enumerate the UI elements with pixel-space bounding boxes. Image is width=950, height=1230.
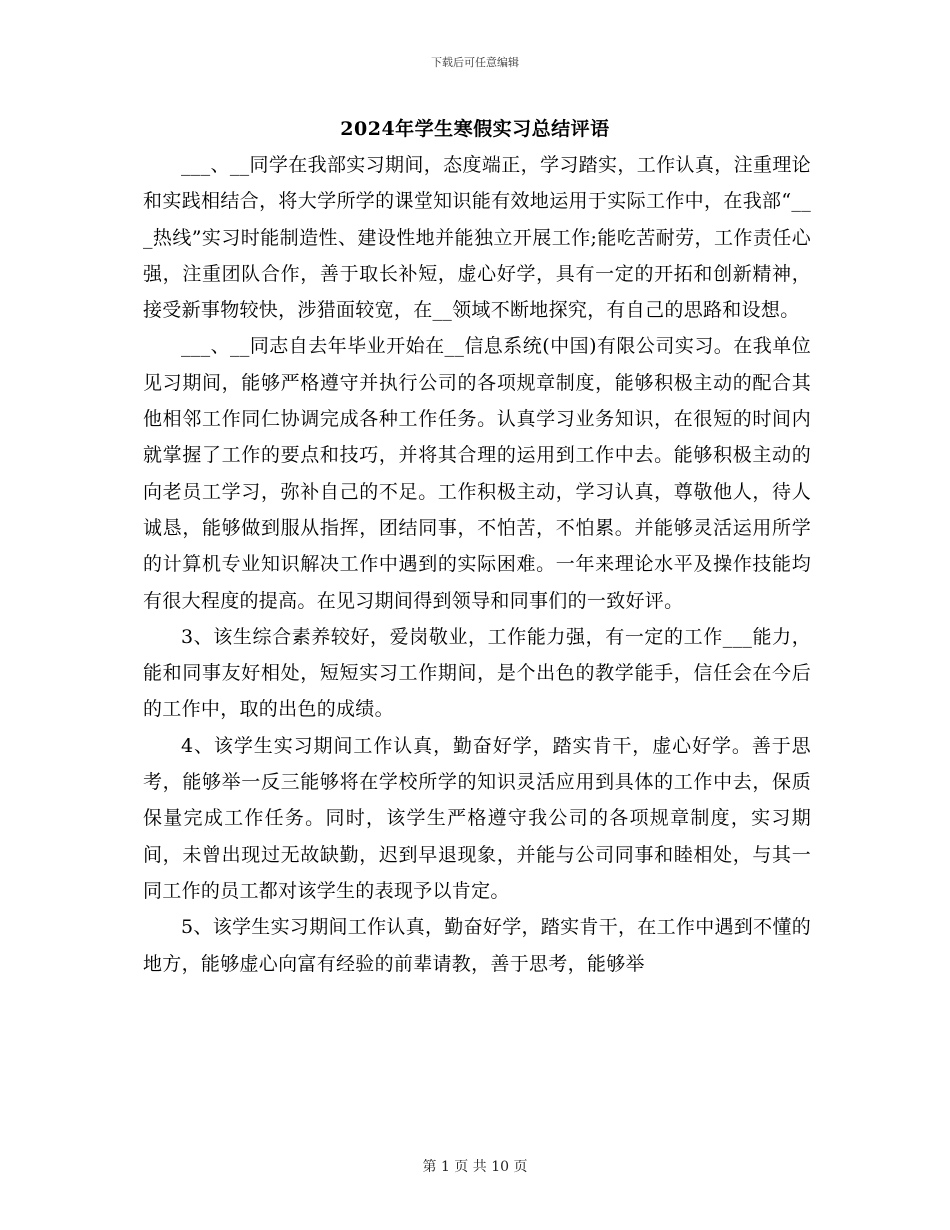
- document-title: 2024年学生寒假实习总结评语: [340, 118, 610, 140]
- page-header-note: 下载后可任意编辑: [431, 56, 519, 69]
- paragraph-2: ___、__同志自去年毕业开始在__信息系统(中国)有限公司实习。在我单位见习期间，能够严格遵守并执行公司的各项规章制度，能够积极主动的配合其他相邻工作同仁协调完成各种工作任务。认真学习业务知识，在很短的时间内就掌握了工作的要点和技巧，并将其合理的运用到工作中去。能够积极主动的向老员工学习，弥补自己的不足。工作积极主动，学习认真，尊敬他人，待人诚恳，能够做到服从指挥，团结同事，不怕苦，不怕累。并能够灵活运用所学的计算机专业知识解决工作中遇到的实际困难。一年来理论水平及操作技能均有很大程度的提高。在见习期间得到领导和同事们的一致好评。: [143, 335, 811, 612]
- paragraph-3: 3、该生综合素养较好，爱岗敬业，工作能力强，有一定的工作___能力，能和同事友好相处，短短实习工作期间，是个出色的教学能手，信任会在今后的工作中，取的出色的成绩。: [143, 625, 811, 721]
- paragraph-5: 5、该学生实习期间工作认真，勤奋好学，踏实肯干，在工作中遇到不懂的地方，能够虚心向富有经验的前辈请教，善于思考，能够举: [143, 916, 811, 975]
- document-body: [143, 147, 811, 982]
- page-number: 第 1 页 共 10 页: [422, 1159, 528, 1175]
- paragraph-1: ___、__同学在我部实习期间，态度端正，学习踏实，工作认真，注重理论和实践相结合，将大学所学的课堂知识能有效地运用于实际工作中，在我部“___热线”实习时能制造性、建设性地并能独立开展工作;能吃苦耐劳，工作责任心强，注重团队合作，善于取长补短，虚心好学，具有一定的开拓和创新精神，接受新事物较快，涉猎面较宽，在__领域不断地探究，有自己的思路和设想。: [143, 154, 811, 322]
- paragraph-4: 4、该学生实习期间工作认真，勤奋好学，踏实肯干，虚心好学。善于思考，能够举一反三能够将在学校所学的知识灵活应用到具体的工作中去，保质保量完成工作任务。同时，该学生严格遵守我公司的各项规章制度，实习期间，未曾出现过无故缺勤，迟到早退现象，并能与公司同事和睦相处，与其一同工作的员工都对该学生的表现予以肯定。: [143, 734, 811, 902]
